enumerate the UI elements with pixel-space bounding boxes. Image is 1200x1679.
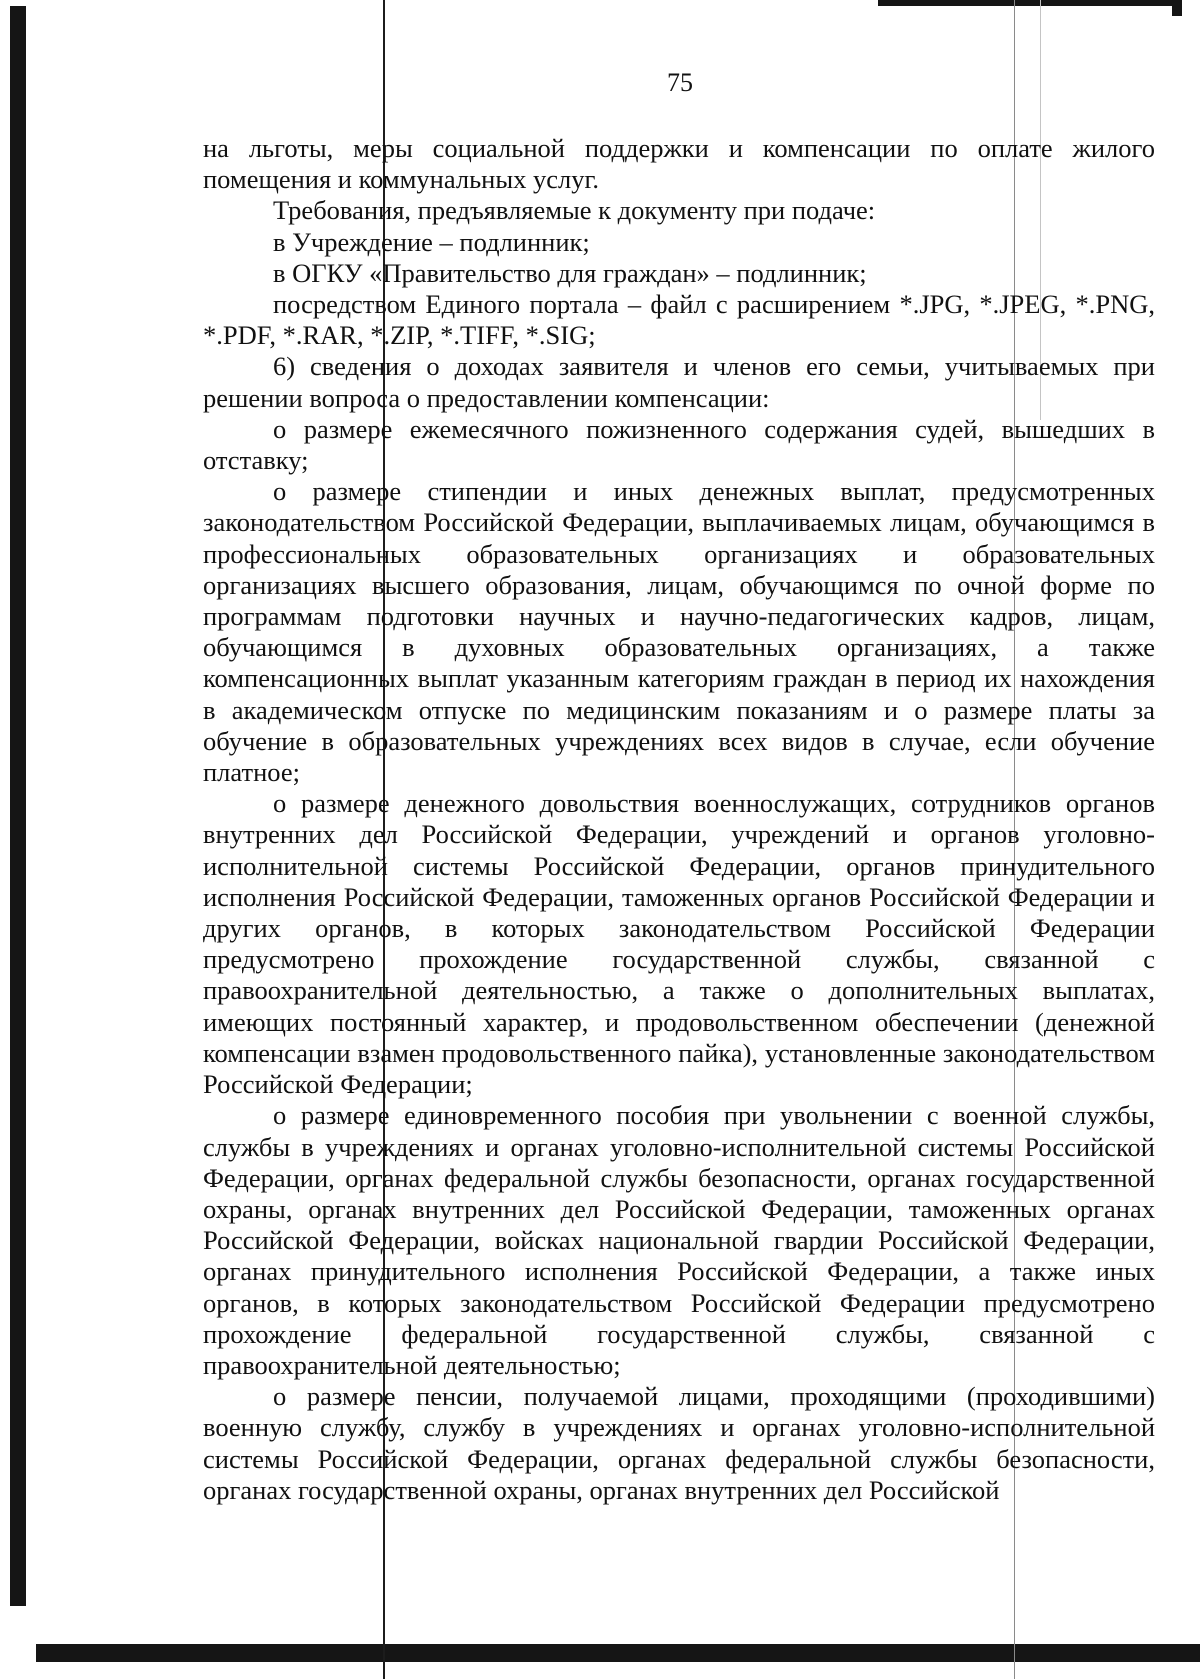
paragraph: о размере стипендии и иных денежных выплат, предусмотренных законодательством Российской Федерации, выплачиваемых лицам, обучающимся в профессиональных образовательных организациях и образовательных организациях высшего образования, лицам, обучающимся по очной форме по программам подготовки научных и научно-педагогических кадров, лицам, обучающимся в духовных образовательных организациях, а также компенсационных выплат указанным категориям граждан в период их нахождения в академическом отпуске по медицинским показаниям и о размере платы за обучение в образовательных учреждениях всех видов в случае, если обучение платное; xyxy=(203,476,1155,788)
paragraph: о размере денежного довольствия военнослужащих, сотрудников органов внутренних дел Российской Федерации, учреждений и органов уголовно-исполнительной системы Российской Федерации, органов принудительного исполнения Российской Федерации, таможенных органов Российской Федерации и других органов, в которых законодательством Российской Федерации предусмотрено прохождение государственной службы, связанной с правоохранительной деятельностью, а также о дополнительных выплатах, имеющих постоянный характер, и продовольственном обеспечении (денежной компенсации взамен продовольственного пайка), установленные законодательством Российской Федерации; xyxy=(203,788,1155,1100)
paragraph: о размере ежемесячного пожизненного содержания судей, вышедших в отставку; xyxy=(203,413,1155,476)
paragraph: Требования, предъявляемые к документу при подаче: xyxy=(273,195,876,226)
paragraph: в Учреждение – подлинник; xyxy=(273,226,590,257)
paragraph: 6) сведения о доходах заявителя и членов его семьи, учитываемых при решении вопроса о предоставлении компенсации: xyxy=(203,351,1155,413)
paragraph: о размере пенсии, получаемой лицами, проходящими (проходившими) военную службу, службу в учреждениях и органах уголовно-исполнительной системы Российской Федерации, органах федеральной службы безопасности, органах государственной охраны, органах внутренних дел Российской xyxy=(203,1381,1155,1505)
scan-edge-corner xyxy=(1172,0,1182,16)
page-number: 75 xyxy=(667,68,693,97)
paragraph: посредством Единого портала – файл с расширением *.JPG, *.JPEG, *.PNG, *.PDF, *.RAR, *.ZIP, *.TIFF, *.SIG; xyxy=(203,289,1155,351)
document-body xyxy=(203,133,1155,1506)
paragraph: в ОГКУ «Правительство для граждан» – подлинник; xyxy=(273,257,867,288)
paragraph: на льготы, меры социальной поддержки и компенсации по оплате жилого помещения и коммунальных услуг. xyxy=(203,133,1155,195)
scan-edge-bottom xyxy=(36,1644,1200,1662)
scan-edge-top xyxy=(878,0,1178,6)
scan-edge-left xyxy=(10,6,26,1606)
paragraph: о размере единовременного пособия при увольнении с военной службы, службы в учреждениях и органах уголовно-исполнительной системы Российской Федерации, органах федеральной службы безопасности, органах государственной охраны, органах внутренних дел Российской Федерации, таможенных органах Российской Федерации, войсках национальной гвардии Российской Федерации, органах принудительного исполнения Российской Федерации, а также иных органов, в которых законодательством Российской Федерации предусмотрено прохождение федеральной государственной службы, связанной с правоохранительной деятельностью; xyxy=(203,1100,1155,1380)
